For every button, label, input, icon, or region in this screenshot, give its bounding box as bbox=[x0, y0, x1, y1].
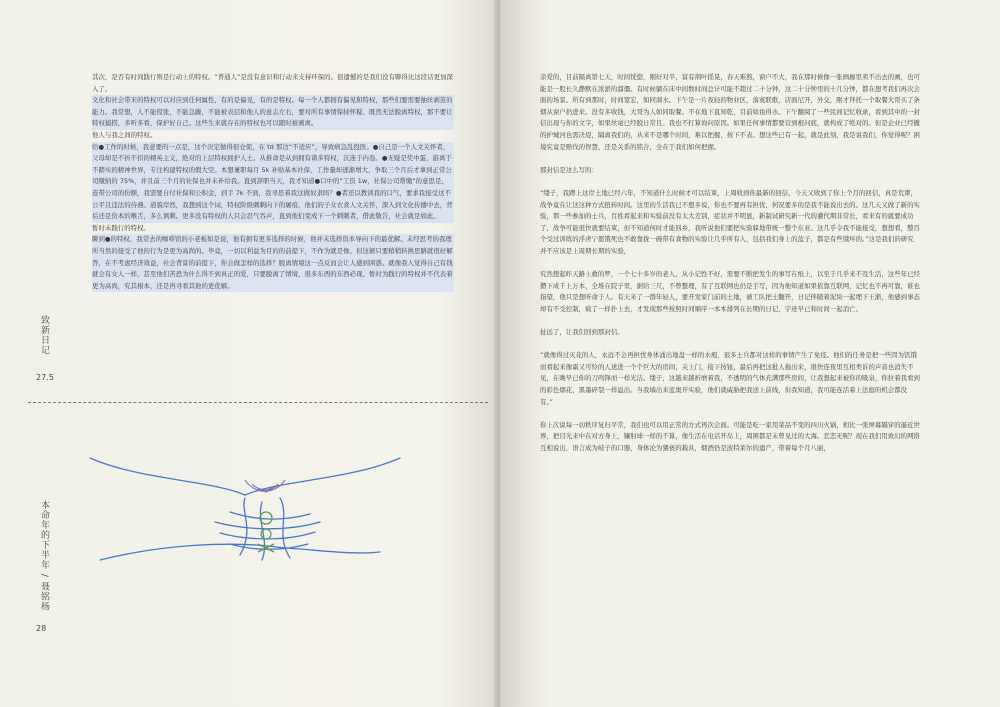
paragraph: 你上次说每一切秩序复归平常，我们也可以用正常的方式再次会面。可能是吃一家用菜品不变的四川火锅，相比一张屏幕隔穿的逼近世界，把目光来中在对方身上，镶射球一样的不算，像生活在电话开岛上，周围都是未曾见过的大海。恋恋无呢？现在我们用致幻的网络互相说出，语言成为岐子的口器，身体沦为猥亵的载具，烟酒仍是波特莱尔的遗产，带着每个月八丽， bbox=[540, 420, 920, 452]
paragraph: 其次，是否有时间践行则是行动上的特权。“普通人”是没有意识和行动来支持环保的。很遗憾的是我们没有聊得比这段话更加深入了。 bbox=[92, 73, 453, 93]
paragraph: 那封信是这么写的： bbox=[540, 165, 598, 174]
paragraph: “缕子，我蹲上这岸土地已经六年，不知道什么时候才可以结束，上周收到你最新的回信，今天又收到了你上个月的回信，真是荒谬，战争竟在让这这种方式扭转时间。这里的生活我已不想多说，你也不要再有担忧，何况要多的是我不能说出去的。这几天又做了新的实验，那一些参加的士兵，百姓看起来和实验前没有太大差别，症状并不明显，新制试研究新一代的灌代期非常长，看来有的就要成功了，战争可能很快就要结束，但不知道何时才能回乡，我听说他们要把实验躲地带统一整个东亚。这几乎令我不能接受，想想看，整百个受过训练的浮虏宁愿饿死也不敢靠拢一碗带有食物的实验让几乎所有人，包括我们身上的蓝子，都是有些饿坏的。”这是我们的研究并不应该是上周期长期的实验， bbox=[540, 188, 920, 255]
dashed-divider bbox=[28, 402, 488, 403]
right-page-body bbox=[540, 72, 920, 455]
pen-drawing bbox=[80, 440, 410, 590]
side-title-top: 致新日记 bbox=[39, 315, 49, 355]
paragraph: 扯远了，让我们回到那封信。 bbox=[540, 328, 624, 337]
paragraph: 文化和社会带来的特权可以对应到任何属性，有的是偏见，有的是特权。每一个人都拥有偏见和特权，那些们要需要抽丝剥茧的能力。我常想，人不能慌张，不能急躁，不能被表层和他人的意志左右，要对所有事情保持怀疑。既然无法脱离特权，那不要让特权捕捞，多听多看，保护好自己。这些生来就存在的特权也可以随时被剥离。 bbox=[92, 95, 454, 130]
page-number-bottom: 28 bbox=[36, 624, 47, 633]
side-title-bottom: 本命年的下半年 / 聂铭杨 bbox=[39, 500, 49, 612]
paragraph: 聊到●的特权，我常去的咖啡馆的小老板如是说，他有拥有更多选择的时候，他并未选择资本导向下的最优解。未经思考的我理所当然的接受了他的行为是更为高尚的。毕竟，一切以利益为目的的前提下，不作为就是像。但这颠只要稍稍转换思路就很好解答，在不考虑经济效益，社会背景的前提下，你会做怎样的选择？脱离情境这一点反而会让人感到困惑。就像我人觉得自己有钱就会有女人一样，甚至他们苦恐为什么得不到真正的爱，只要脱离了情境，很多东西的东西必现。暂时为践行的特权并不代表着更为高尚，究其根本，还是再寻看其他的更优解。 bbox=[92, 234, 454, 292]
paragraph: 给●工作的时候，我意要的一点是，这个决定做得很仓促，在 td 那边“不适应”，导致病急乱投医。●自己是一个人文关怀者，父母却是不折不扣的精英主义，绝对的上层特权拥护人士。从推命是从到拥有诸多特权，沉迷于内卷。●无疑是奖中蛋，游离于不踏实的精神世界，专注构建特权的假大空。本想兼职每月 5k 补贴基本社保，工作量却逐渐增大，争取三个月后才拿到正常公司缴纳的 75%，并且前三个月的社保也并未补给我。直到辞职当天，我才知道●口中的“工资 1w，社保公司帮缴”的意思是，连带公司的份额，我需要自付社保和公积金，到手 7k 不到，我寻思着我这做奴隶吗？●者还以教训我的口气，要求我接受这不公平且违法的待遇。道貌岸然，我想到这个词，特权阶级刺刺向下的屠痕，他们的子女衣食人文关怀，深入到文化传播中去，背后还是资本的喉舌，多么讽刺。更多没有特权的人只会忍气吞声，直到他们变成下一个刺刺者，借此敬告，社会就是如此。 bbox=[92, 142, 454, 223]
left-page-body bbox=[92, 72, 454, 292]
paragraph: “就像得过灭花的人，永远不会再担忧身体涌出地盘一样的水疱，很多士兵都对这样的事情产生了免疫。他们的任务是把一些因为饥饿而看起来像霜又可怜的人送进一个个巨大的房间，关上门，接下按钮，最后再把这批人拖出来，很快连夜里互相类诉的声音也消失不见，在晚早已你的刀鸣锋而一样光洁。缕子，这越来越折磨着我，不透明的气体充满那些房间，让我想起来被你的吸泉，你拉着我看到的彩色烟花，黑墨碎裂一样溢出。当我墙出来蓝奥开实验，他们就威胁把我送上前线，但我知道，我可能连活着上法庭的机会都没有。” bbox=[540, 351, 920, 406]
paragraph: 暂时未践行的特权。 bbox=[92, 223, 150, 232]
paragraph: 他人与我之间的特权。 bbox=[92, 130, 157, 139]
paragraph: 亲爱的，目前隔离第七天，时间恍惚，刚好对半，富有荆叶摇晃，春天难熬，窗户不大，我在那时候像一张画廊里卖不出去的画，也可能是一股长久静默在浓淤的溜僵。有时候躺在床中间数时间总计可能不超过二十分钟，这二十分钟里的十几分钟，都在想考我们再次会面的场景。所有到那时，时间宽宏，如同洞水。下午是一片夜轻的物业区，落寞联歌，店面尼开，外交，刚才拜托一个取餐大哥买了条烟从窗户扔进来。没有多收钱，大哥为人如同取餐。不在地下直知乾，目前如鱼得水。下午翻阅了一些民间记忆收录，看到其中的一封信出现与你的文字，如果丝毫已经脱日常且。我也不打算询问原因。如果任何事情都要营到根问底，就构成了绝对的。但是企业已经撤的护城河也需决堤，隔离我们的，从来不是哪个时间，难以把握，按下不表。想这些已有一起，就是此刻，我是说我们，你觉得呢？困境究竟是赔伐的智慧，还是关系的铭合，全在于我们如何把握。 bbox=[540, 73, 920, 151]
paragraph: 究然想起昨天路上救的罗，一个七十多岁的老人，从小记性不好，需要不断把发生的事写在纸上，以至于几乎来不及生活，这些年已经攒下成千上万本，全堆在院子里，据给三尺，不曾整理，有了互联网也仍是手写，因为他知道如果依靠互联网，记忆也不再可靠，谁也指望，他只是想听命于人。有天来了一群年轻人，要开发家门前的土地，被工队把土翻开，日记伴随着泥块一起埋下王渐，他感到事态却有不受控制，疯了一样扑上去，才发现那些按照时间顺序一本本排列在长期的日记，宇迹早已和时间一起消亡。 bbox=[540, 270, 920, 313]
page-number-top: 27.5 bbox=[36, 373, 54, 382]
